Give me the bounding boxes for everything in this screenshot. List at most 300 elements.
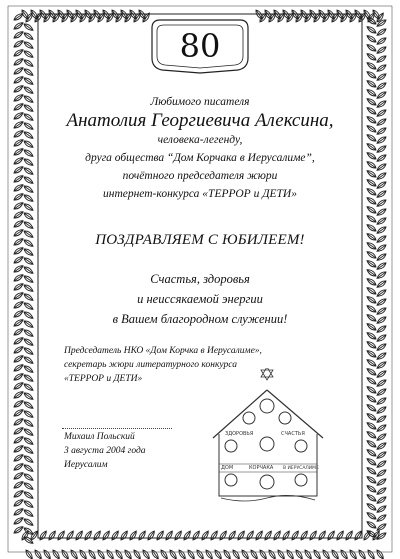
laurel-leaf	[366, 115, 377, 125]
laurel-leaf	[186, 549, 196, 559]
laurel-leaf	[376, 333, 387, 343]
laurel-leaf	[376, 522, 387, 532]
laurel-leaf	[23, 391, 34, 401]
laurel-leaf	[376, 378, 387, 388]
laurel-leaf	[23, 355, 34, 365]
laurel-leaf	[366, 322, 377, 332]
laurel-leaf	[78, 549, 88, 559]
laurel-leaf	[132, 549, 142, 559]
laurel-leaf	[38, 530, 48, 541]
laurel-leaf	[366, 142, 377, 152]
laurel-leaf	[23, 409, 34, 419]
laurel-leaf	[23, 256, 34, 266]
laurel-leaf	[13, 390, 24, 400]
laurel-leaf	[366, 250, 377, 260]
laurel-leaf	[96, 549, 106, 559]
dedication-line-3: человека-легенду,	[157, 134, 243, 146]
laurel-leaf	[13, 381, 24, 391]
laurel-leaf	[376, 153, 387, 163]
laurel-leaf	[141, 549, 151, 559]
laurel-leaf	[23, 400, 34, 410]
laurel-leaf	[23, 454, 34, 464]
laurel-leaf	[56, 530, 66, 541]
laurel-leaf	[366, 349, 377, 359]
laurel-leaf	[23, 112, 34, 122]
laurel-leaf	[60, 549, 70, 559]
laurel-leaf	[366, 304, 377, 314]
laurel-leaf	[13, 417, 24, 427]
laurel-leaf	[13, 516, 24, 526]
congratulation-heading: ПОЗДРАВЛЯЕМ С ЮБИЛЕЕМ!	[95, 232, 305, 248]
laurel-leaf	[376, 81, 387, 91]
laurel-leaf	[13, 147, 24, 157]
laurel-leaf	[13, 363, 24, 373]
laurel-leaf	[366, 493, 377, 503]
laurel-leaf	[317, 530, 327, 541]
laurel-leaf	[13, 300, 24, 310]
laurel-leaf	[366, 196, 377, 206]
laurel-leaf	[13, 372, 24, 382]
laurel-leaf	[376, 351, 387, 361]
laurel-leaf	[23, 148, 34, 158]
laurel-leaf	[23, 67, 34, 77]
laurel-leaf	[366, 295, 377, 305]
laurel-leaf	[366, 520, 377, 530]
laurel-leaf	[119, 530, 129, 541]
laurel-leaf	[258, 549, 268, 559]
laurel-leaf	[366, 466, 377, 476]
laurel-leaf	[159, 549, 169, 559]
laurel-leaf	[376, 261, 387, 271]
laurel-leaf	[254, 530, 264, 541]
honoree-name: Анатолия Георгиевича Алексина,	[66, 110, 334, 131]
laurel-leaf	[376, 36, 387, 46]
laurel-leaf	[366, 367, 377, 377]
laurel-leaf	[128, 530, 138, 541]
laurel-leaf	[376, 54, 387, 64]
laurel-leaf	[376, 117, 387, 127]
laurel-leaf	[92, 530, 102, 541]
laurel-leaf	[13, 255, 24, 265]
laurel-leaf	[195, 549, 205, 559]
laurel-leaf	[308, 530, 318, 541]
laurel-leaf	[13, 111, 24, 121]
laurel-leaf	[376, 459, 387, 469]
signatory-line-1: Председатель НКО «Дом Корчка в Иерусалиме»,	[64, 346, 262, 356]
laurel-leaf	[13, 489, 24, 499]
laurel-leaf	[263, 530, 273, 541]
laurel-leaf	[366, 43, 377, 53]
laurel-leaf	[23, 508, 34, 518]
laurel-leaf	[23, 517, 34, 527]
korczak-house-drawing	[205, 368, 330, 508]
laurel-leaf	[366, 394, 377, 404]
laurel-leaf	[366, 61, 377, 71]
laurel-leaf	[13, 336, 24, 346]
laurel-leaf	[13, 39, 24, 49]
laurel-leaf	[23, 283, 34, 293]
laurel-leaf	[366, 241, 377, 251]
laurel-leaf	[376, 108, 387, 118]
laurel-leaf	[376, 216, 387, 226]
laurel-leaf	[213, 549, 223, 559]
laurel-leaf	[13, 453, 24, 463]
laurel-leaf	[23, 463, 34, 473]
laurel-leaf	[366, 133, 377, 143]
laurel-leaf	[376, 360, 387, 370]
laurel-leaf	[69, 549, 79, 559]
laurel-leaf	[13, 246, 24, 256]
laurel-leaf	[23, 274, 34, 284]
wish-line-2: и неиссякаемой энергии	[137, 292, 263, 306]
laurel-leaf	[366, 178, 377, 188]
laurel-leaf	[366, 223, 377, 233]
laurel-leaf	[23, 103, 34, 113]
laurel-leaf	[290, 530, 300, 541]
drawing-label-row2-right: В ИЕРУСАЛИМЕ	[283, 466, 319, 471]
laurel-leaf	[366, 124, 377, 134]
laurel-leaf	[182, 530, 192, 541]
laurel-leaf	[249, 549, 259, 559]
laurel-leaf	[366, 511, 377, 521]
laurel-leaf	[13, 444, 24, 454]
laurel-leaf	[13, 192, 24, 202]
signatory-line-3: «ТЕРРОР и ДЕТИ»	[64, 374, 143, 384]
laurel-leaf	[366, 268, 377, 278]
laurel-leaf	[376, 396, 387, 406]
laurel-leaf	[231, 549, 241, 559]
laurel-leaf	[366, 52, 377, 62]
laurel-leaf	[23, 139, 34, 149]
laurel-leaf	[376, 342, 387, 352]
laurel-leaf	[366, 259, 377, 269]
laurel-leaf	[150, 549, 160, 559]
laurel-leaf	[51, 549, 61, 559]
laurel-leaf	[23, 175, 34, 185]
laurel-leaf	[23, 427, 34, 437]
laurel-leaf	[177, 549, 187, 559]
laurel-leaf	[13, 48, 24, 58]
laurel-leaf	[267, 549, 277, 559]
laurel-leaf	[23, 76, 34, 86]
laurel-leaf	[376, 387, 387, 397]
laurel-leaf	[13, 138, 24, 148]
laurel-leaf	[245, 530, 255, 541]
laurel-leaf	[13, 273, 24, 283]
laurel-leaf	[23, 193, 34, 203]
laurel-leaf	[200, 530, 210, 541]
signature-date: 3 августа 2004 года	[64, 446, 146, 456]
laurel-leaf	[23, 472, 34, 482]
signature-place: Иерусалим	[64, 460, 108, 470]
laurel-leaf	[376, 270, 387, 280]
laurel-leaf	[47, 530, 57, 541]
wish-line-3: в Вашем благородном служении!	[112, 312, 288, 326]
dedication-line-5: почётного председателя жюри	[122, 170, 278, 182]
laurel-leaf	[13, 174, 24, 184]
laurel-leaf	[23, 31, 34, 41]
laurel-leaf	[13, 165, 24, 175]
laurel-leaf	[366, 232, 377, 242]
laurel-leaf	[376, 297, 387, 307]
laurel-leaf	[366, 403, 377, 413]
drawing-label-row1-left: ЗДОРОВЬЯ	[225, 431, 254, 437]
laurel-leaf	[366, 79, 377, 89]
laurel-leaf	[24, 549, 34, 559]
laurel-leaf	[376, 423, 387, 433]
laurel-leaf	[366, 412, 377, 422]
laurel-leaf	[312, 549, 322, 559]
laurel-leaf	[13, 354, 24, 364]
laurel-leaf	[23, 382, 34, 392]
dedication-line-1: Любимого писателя	[150, 96, 250, 108]
laurel-leaf	[366, 331, 377, 341]
laurel-leaf	[23, 40, 34, 50]
drawing-label-row2-left: ДОМ	[221, 465, 234, 471]
laurel-leaf	[13, 282, 24, 292]
laurel-leaf	[357, 549, 367, 559]
laurel-leaf	[366, 549, 376, 559]
laurel-leaf	[13, 264, 24, 274]
laurel-leaf	[227, 530, 237, 541]
laurel-leaf	[299, 530, 309, 541]
laurel-leaf	[23, 202, 34, 212]
laurel-leaf	[42, 549, 52, 559]
laurel-leaf	[376, 306, 387, 316]
laurel-leaf	[281, 530, 291, 541]
laurel-leaf	[366, 34, 377, 44]
laurel-leaf	[23, 22, 34, 32]
laurel-leaf	[376, 288, 387, 298]
laurel-leaf	[23, 319, 34, 329]
laurel-leaf	[376, 198, 387, 208]
laurel-leaf	[13, 318, 24, 328]
laurel-leaf	[173, 530, 183, 541]
laurel-leaf	[376, 486, 387, 496]
laurel-leaf	[376, 225, 387, 235]
laurel-leaf	[321, 549, 331, 559]
laurel-leaf	[23, 238, 34, 248]
laurel-leaf	[240, 549, 250, 559]
laurel-leaf	[13, 399, 24, 409]
laurel-leaf	[376, 441, 387, 451]
laurel-leaf	[366, 502, 377, 512]
laurel-leaf	[376, 369, 387, 379]
laurel-leaf	[276, 549, 286, 559]
laurel-leaf	[23, 292, 34, 302]
laurel-leaf	[13, 102, 24, 112]
laurel-leaf	[13, 75, 24, 85]
laurel-leaf	[375, 549, 385, 559]
laurel-leaf	[366, 439, 377, 449]
laurel-leaf	[23, 373, 34, 383]
laurel-leaf	[366, 457, 377, 467]
laurel-leaf	[23, 220, 34, 230]
laurel-leaf	[23, 499, 34, 509]
laurel-leaf	[123, 549, 133, 559]
laurel-leaf	[191, 530, 201, 541]
laurel-leaf	[23, 157, 34, 167]
anniversary-number: 80	[179, 27, 221, 65]
laurel-leaf	[376, 513, 387, 523]
laurel-leaf	[110, 530, 120, 541]
laurel-leaf	[13, 462, 24, 472]
laurel-leaf	[366, 421, 377, 431]
laurel-leaf	[13, 30, 24, 40]
laurel-leaf	[13, 525, 24, 535]
laurel-leaf	[376, 189, 387, 199]
laurel-leaf	[366, 475, 377, 485]
laurel-leaf	[272, 530, 282, 541]
laurel-leaf	[33, 549, 43, 559]
laurel-leaf	[376, 405, 387, 415]
laurel-leaf	[13, 66, 24, 76]
laurel-leaf	[366, 430, 377, 440]
laurel-leaf	[376, 315, 387, 325]
laurel-leaf	[376, 477, 387, 487]
laurel-leaf	[23, 121, 34, 131]
laurel-leaf	[376, 63, 387, 73]
drawing-label-row2-mid: КОРЧАКА	[249, 465, 274, 471]
laurel-leaf	[83, 530, 93, 541]
laurel-leaf	[366, 25, 377, 35]
laurel-leaf	[366, 160, 377, 170]
laurel-leaf	[376, 234, 387, 244]
laurel-leaf	[376, 207, 387, 217]
laurel-leaf	[366, 151, 377, 161]
laurel-leaf	[376, 126, 387, 136]
laurel-leaf	[376, 252, 387, 262]
signer-name: Михаил Польский	[64, 432, 135, 442]
laurel-leaf	[23, 490, 34, 500]
laurel-leaf	[23, 85, 34, 95]
laurel-leaf	[13, 426, 24, 436]
laurel-leaf	[23, 346, 34, 356]
laurel-leaf	[376, 162, 387, 172]
laurel-leaf	[204, 549, 214, 559]
laurel-leaf	[376, 99, 387, 109]
laurel-leaf	[376, 504, 387, 514]
signature-line	[62, 428, 172, 429]
laurel-leaf	[23, 481, 34, 491]
laurel-leaf	[13, 498, 24, 508]
laurel-leaf	[13, 309, 24, 319]
laurel-leaf	[13, 210, 24, 220]
laurel-leaf	[366, 88, 377, 98]
laurel-leaf	[23, 445, 34, 455]
laurel-leaf	[376, 324, 387, 334]
laurel-leaf	[326, 530, 336, 541]
laurel-leaf	[366, 70, 377, 80]
laurel-leaf	[168, 549, 178, 559]
laurel-leaf	[13, 21, 24, 31]
drawing-label-row1-right: СЧАСТЬЯ	[281, 431, 305, 437]
laurel-leaf	[376, 180, 387, 190]
laurel-leaf	[366, 187, 377, 197]
laurel-leaf	[366, 358, 377, 368]
laurel-leaf	[101, 530, 111, 541]
laurel-leaf	[23, 436, 34, 446]
laurel-leaf	[344, 530, 354, 541]
laurel-leaf	[222, 549, 232, 559]
signatory-line-2: секретарь жюри литературного конкурса	[64, 360, 237, 370]
laurel-leaf	[366, 313, 377, 323]
laurel-leaf	[339, 549, 349, 559]
laurel-leaf	[376, 27, 387, 37]
laurel-leaf	[366, 448, 377, 458]
laurel-leaf	[236, 530, 246, 541]
laurel-leaf	[13, 327, 24, 337]
dedication-line-4: друга общества “Дом Корчака в Иерусалиме”,	[85, 152, 315, 164]
laurel-leaf	[348, 549, 358, 559]
laurel-leaf	[13, 93, 24, 103]
laurel-leaf	[376, 279, 387, 289]
laurel-leaf	[366, 376, 377, 386]
laurel-leaf	[105, 549, 115, 559]
laurel-leaf	[294, 549, 304, 559]
laurel-leaf	[376, 495, 387, 505]
laurel-leaf	[13, 129, 24, 139]
laurel-leaf	[23, 301, 34, 311]
laurel-leaf	[13, 84, 24, 94]
laurel-leaf	[376, 468, 387, 478]
laurel-leaf	[13, 408, 24, 418]
laurel-leaf	[13, 120, 24, 130]
laurel-leaf	[376, 45, 387, 55]
laurel-leaf	[23, 184, 34, 194]
laurel-leaf	[23, 49, 34, 59]
laurel-leaf	[303, 549, 313, 559]
laurel-leaf	[376, 72, 387, 82]
laurel-leaf	[65, 530, 75, 541]
laurel-leaf	[13, 345, 24, 355]
laurel-leaf	[13, 291, 24, 301]
laurel-leaf	[23, 337, 34, 347]
laurel-leaf	[23, 418, 34, 428]
laurel-leaf	[13, 480, 24, 490]
laurel-leaf	[376, 135, 387, 145]
laurel-leaf	[23, 265, 34, 275]
laurel-leaf	[13, 201, 24, 211]
laurel-leaf	[23, 94, 34, 104]
laurel-leaf	[164, 530, 174, 541]
laurel-leaf	[155, 530, 165, 541]
laurel-leaf	[366, 484, 377, 494]
laurel-leaf	[376, 171, 387, 181]
laurel-leaf	[366, 340, 377, 350]
wish-line-1: Счастья, здоровья	[150, 272, 250, 286]
laurel-leaf	[218, 530, 228, 541]
laurel-leaf	[23, 166, 34, 176]
laurel-leaf	[23, 247, 34, 257]
laurel-leaf	[23, 211, 34, 221]
laurel-leaf	[23, 130, 34, 140]
laurel-leaf	[23, 310, 34, 320]
laurel-leaf	[376, 243, 387, 253]
laurel-leaf	[366, 97, 377, 107]
laurel-leaf	[366, 214, 377, 224]
laurel-leaf	[13, 507, 24, 517]
laurel-leaf	[366, 106, 377, 116]
laurel-leaf	[146, 530, 156, 541]
laurel-leaf	[376, 432, 387, 442]
laurel-leaf	[335, 530, 345, 541]
dedication-line-6: интернет-конкурса «ТЕРРОР и ДЕТИ»	[102, 188, 297, 200]
laurel-leaf	[376, 450, 387, 460]
laurel-leaf	[285, 549, 295, 559]
laurel-leaf	[13, 183, 24, 193]
laurel-leaf	[13, 471, 24, 481]
